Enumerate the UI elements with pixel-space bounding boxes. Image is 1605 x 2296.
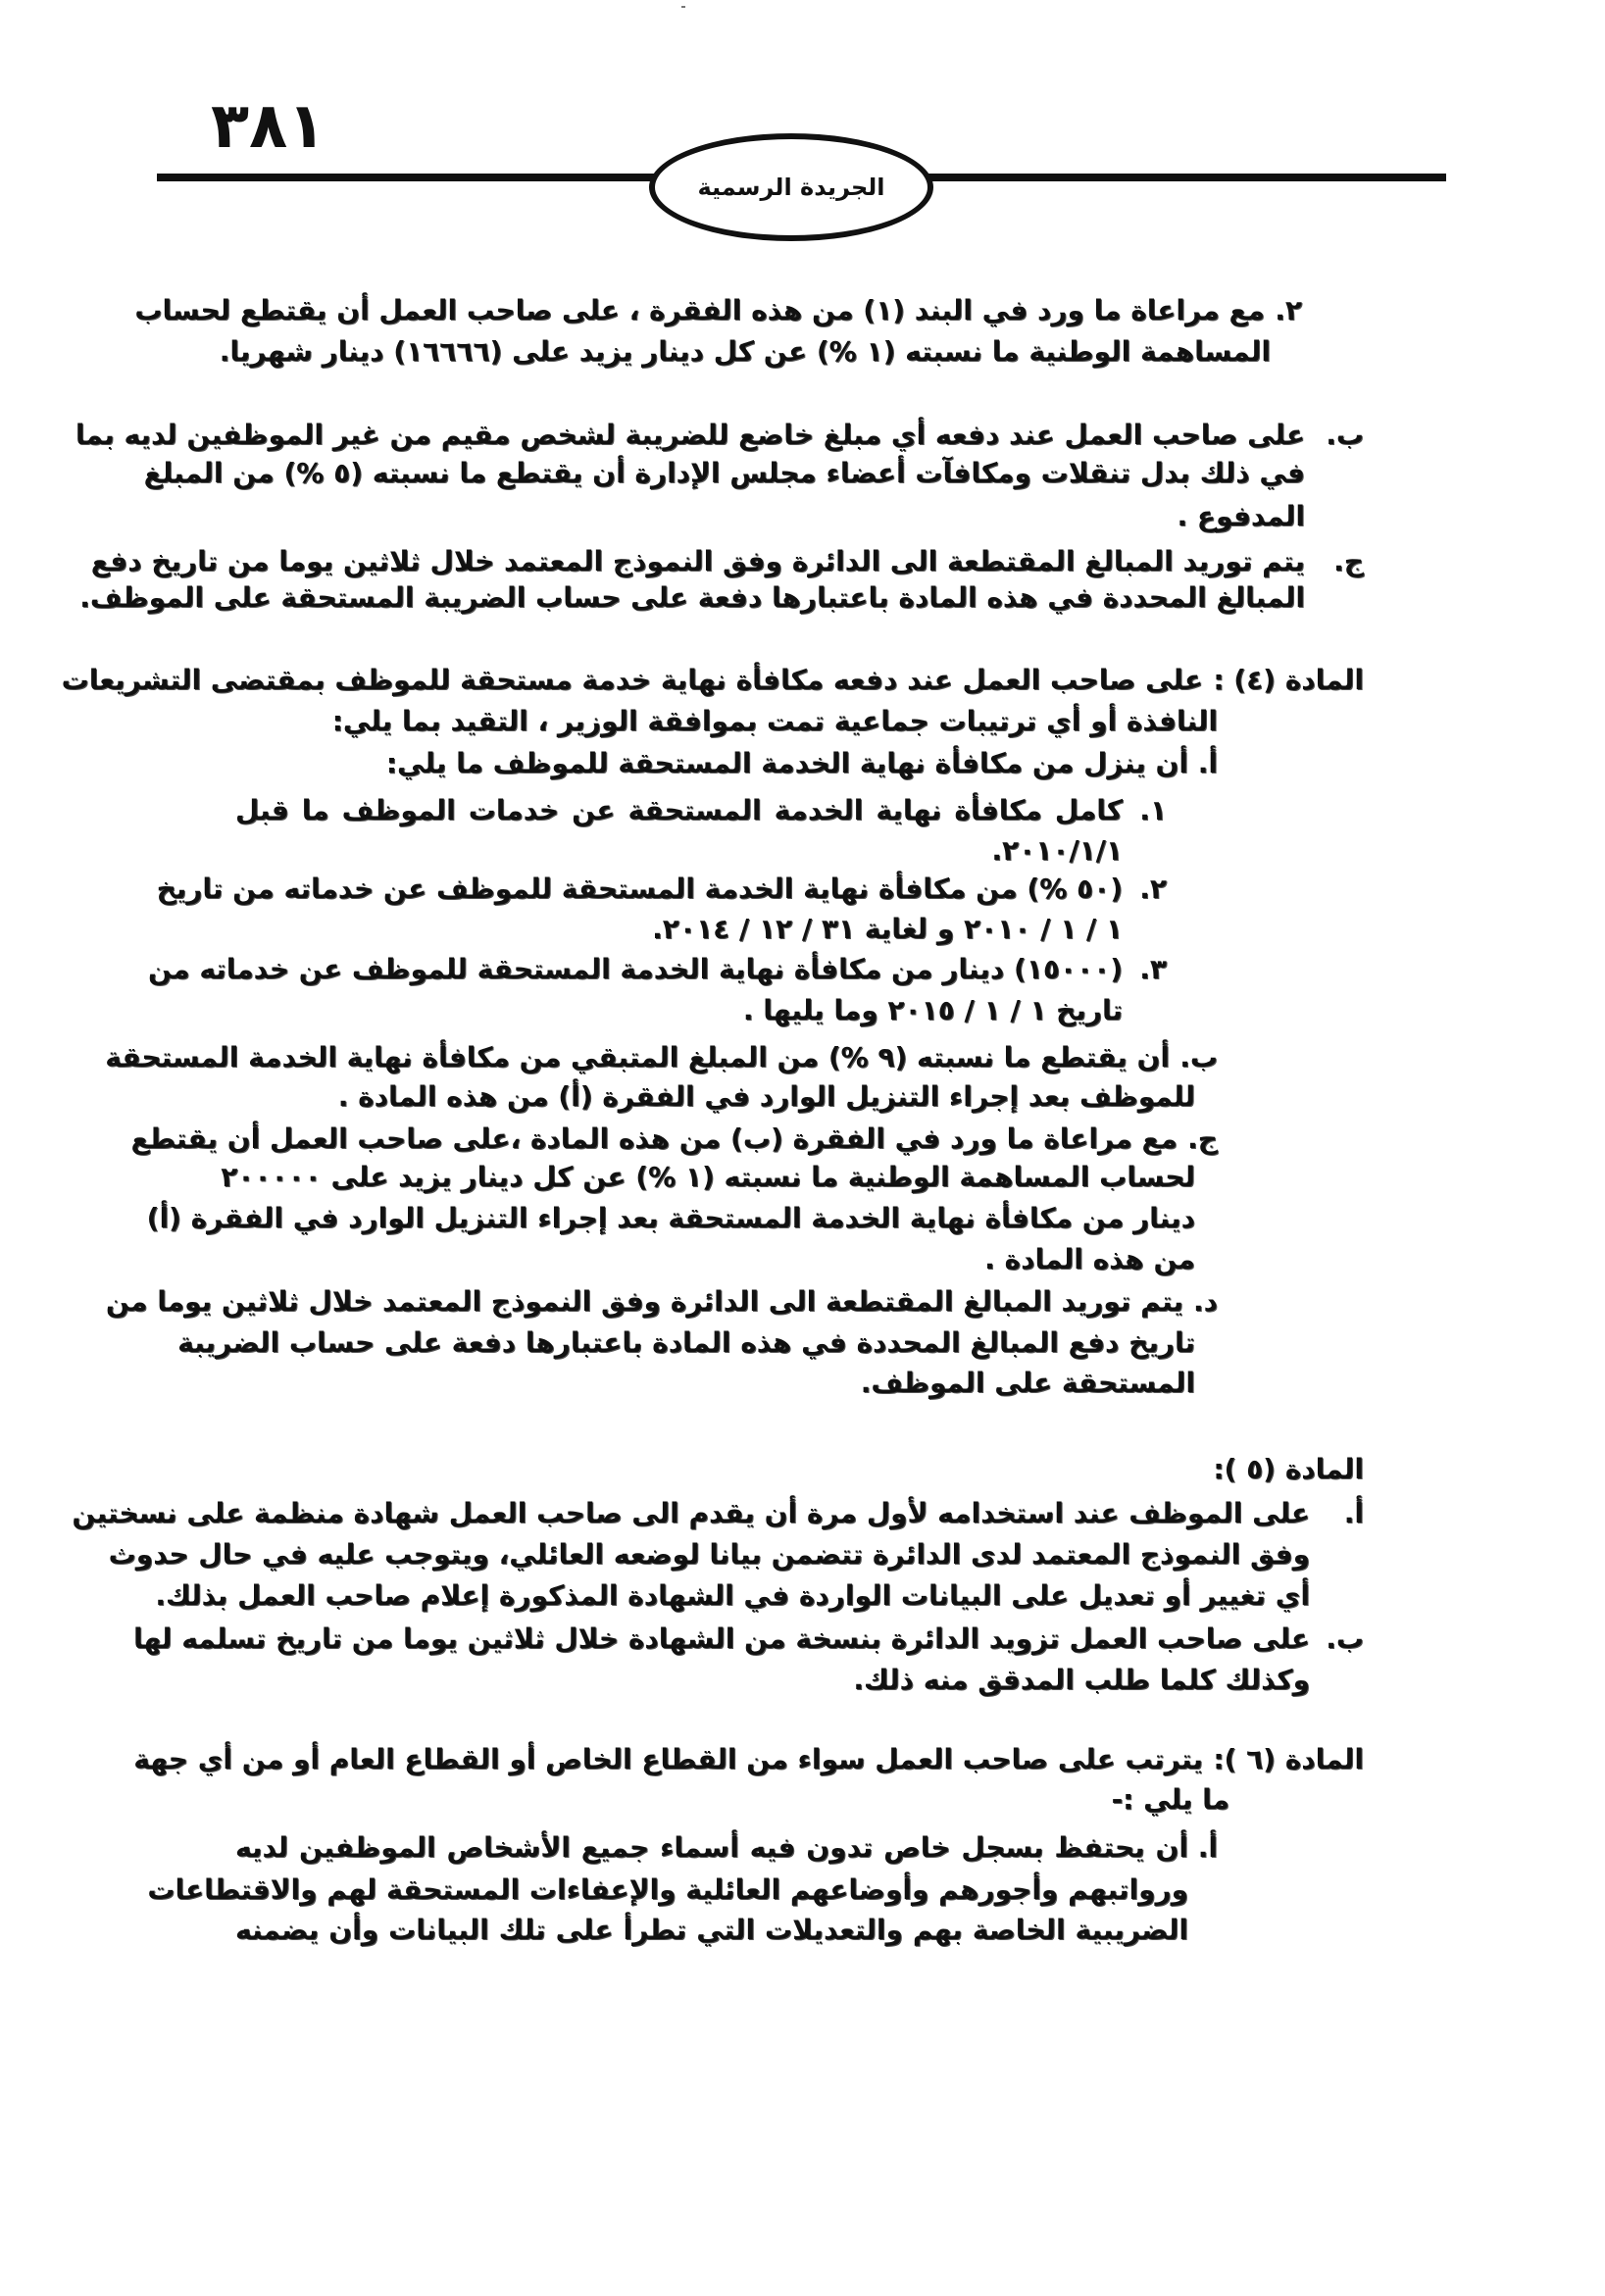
- header-rule-left: [157, 174, 657, 181]
- page-number: ٣٨١: [211, 90, 326, 163]
- text-line: يتم توريد المبالغ المقتطعة الى الدائرة وفق النموذج المعتمد خلال ثلاثين يوما من تاريخ دفع: [90, 545, 1305, 577]
- clause-label: أ.: [1197, 1831, 1218, 1864]
- text-line: كامل مكافأة نهاية الخدمة المستحقة عن خدمات الموظف ما قبل: [235, 794, 1123, 826]
- text-line: تاريخ دفع المبالغ المحددة في هذه المادة باعتبارها دفعة على حساب الضريبة: [177, 1326, 1195, 1359]
- clause-label: ج.: [1333, 545, 1364, 577]
- text-line: تاريخ ١ / ١ / ٢٠١٥ وما يليها .: [742, 994, 1123, 1026]
- text-line: المبالغ المحددة في هذه المادة باعتبارها دفعة على حساب الضريبة المستحقة على الموظف.: [79, 581, 1305, 614]
- clause-label: ج.: [1187, 1123, 1218, 1155]
- text-line: أن يحتفظ بسجل خاص تدون فيه أسماء جميع الأشخاص الموظفين لديه: [235, 1831, 1188, 1864]
- text-line: النافذة أو أي ترتيبات جماعية تمت بموافقة الوزير ، التقيد بما يلي:: [331, 705, 1218, 737]
- text-line: المستحقة على الموظف.: [860, 1367, 1195, 1399]
- text-line: وكذلك كلما طلب المدقق منه ذلك.: [853, 1664, 1310, 1696]
- clause-label: أ.: [1343, 1497, 1364, 1529]
- text-line: يتم توريد المبالغ المقتطعة الى الدائرة وفق النموذج المعتمد خلال ثلاثين يوما من: [105, 1285, 1183, 1318]
- clause-label: ب.: [1326, 419, 1364, 451]
- text-line: المدفوع .: [1177, 500, 1305, 532]
- clause-label: ٢.: [1275, 294, 1302, 326]
- text-line: المساهمة الوطنية ما نسبته (١ %) عن كل دينار يزيد على (١٦٦٦٦) دينار شهريا.: [219, 335, 1271, 368]
- text-line: في ذلك بدل تنقلات ومكافآت أعضاء مجلس الإدارة أن يقتطع ما نسبته (٥ %) من المبلغ: [143, 457, 1305, 489]
- clause-label: د.: [1192, 1285, 1218, 1318]
- text-line: وفق النموذج المعتمد لدى الدائرة تتضمن بيانا لوضعه العائلي، ويتوجب عليه في حال حدوث: [108, 1538, 1310, 1571]
- text-line: (٥٠ %) من مكافأة نهاية الخدمة المستحقة للموظف عن خدماته من تاريخ: [156, 873, 1123, 905]
- clause-label: أ.: [1197, 747, 1218, 779]
- text-line: على صاحب العمل عند دفعه أي مبلغ خاضع للضريبة لشخص مقيم من غير الموظفين لديه بما: [75, 419, 1305, 451]
- text-line: ٢٠١٠/١/١.: [991, 834, 1123, 867]
- text-line: يترتب على صاحب العمل سواء من القطاع الخاص أو القطاع العام أو من أي جهة: [133, 1743, 1203, 1775]
- text-line: من هذه المادة .: [984, 1243, 1195, 1275]
- text-line: للموظف بعد إجراء التنزيل الوارد في الفقرة (أ) من هذه المادة .: [337, 1080, 1195, 1113]
- text-line: أي تغيير أو تعديل على البيانات الواردة في الشهادة المذكورة إعلام صاحب العمل بذلك.: [155, 1579, 1310, 1612]
- publication-title: الجريدة الرسمية: [697, 174, 885, 201]
- clause-label: ب.: [1326, 1622, 1364, 1655]
- text-line: دينار من مكافأة نهاية الخدمة المستحقة بعد إجراء التنزيل الوارد في الفقرة (أ): [146, 1202, 1195, 1234]
- text-line: لحساب المساهمة الوطنية ما نسبته (١ %) عن كل دينار يزيد على ٢٠٠٠٠٠: [221, 1161, 1195, 1193]
- text-line: أن يقتطع ما نسبته (٩ %) من المبلغ المتبقي من مكافأة نهاية الخدمة المستحقة: [105, 1041, 1170, 1073]
- scan-mark: [681, 6, 685, 8]
- text-line: الضريبية الخاصة بهم والتعديلات التي تطرأ على تلك البيانات وأن يضمنه: [235, 1914, 1188, 1946]
- clause-label: المادة (٥ ):: [1213, 1453, 1364, 1485]
- clause-label: ٢.: [1139, 873, 1167, 905]
- text-line: على صاحب العمل عند دفعه مكافأة نهاية خدمة مستحقة للموظف بمقتضى التشريعات: [61, 664, 1203, 696]
- clause-label: المادة (٦ ):: [1213, 1743, 1364, 1775]
- clause-label: المادة (٤) :: [1213, 664, 1364, 696]
- text-line: (١٥٠٠٠) دينار من مكافأة نهاية الخدمة المستحقة للموظف عن خدماته من: [148, 953, 1123, 985]
- clause-label: ب.: [1179, 1041, 1218, 1073]
- text-line: على صاحب العمل تزويد الدائرة بنسخة من الشهادة خلال ثلاثين يوما من تاريخ تسلمه لها: [132, 1622, 1310, 1655]
- text-line: مع مراعاة ما ورد في البند (١) من هذه الفقرة ، على صاحب العمل أن يقتطع لحساب: [134, 294, 1265, 326]
- text-line: ورواتبهم وأجورهم وأوضاعهم العائلية والإعفاءات المستحقة لهم والاقتطاعات: [147, 1873, 1188, 1906]
- text-line: أن ينزل من مكافأة نهاية الخدمة المستحقة للموظف ما يلي:: [385, 747, 1188, 779]
- header-rule-right: [927, 174, 1446, 181]
- text-line: مع مراعاة ما ورد في الفقرة (ب) من هذه المادة ،على صاحب العمل أن يقتطع: [130, 1123, 1178, 1155]
- text-line: ١ / ١ / ٢٠١٠ و لغاية ٣١ / ١٢ / ٢٠١٤.: [652, 913, 1123, 945]
- publication-emblem: [649, 133, 933, 241]
- text-line: على الموظف عند استخدامه لأول مرة أن يقدم الى صاحب العمل شهادة منظمة على نسختين: [72, 1497, 1310, 1529]
- clause-label: ٣.: [1139, 953, 1167, 985]
- clause-label: ١.: [1139, 794, 1167, 826]
- text-line: ما يلي :-: [1111, 1783, 1229, 1816]
